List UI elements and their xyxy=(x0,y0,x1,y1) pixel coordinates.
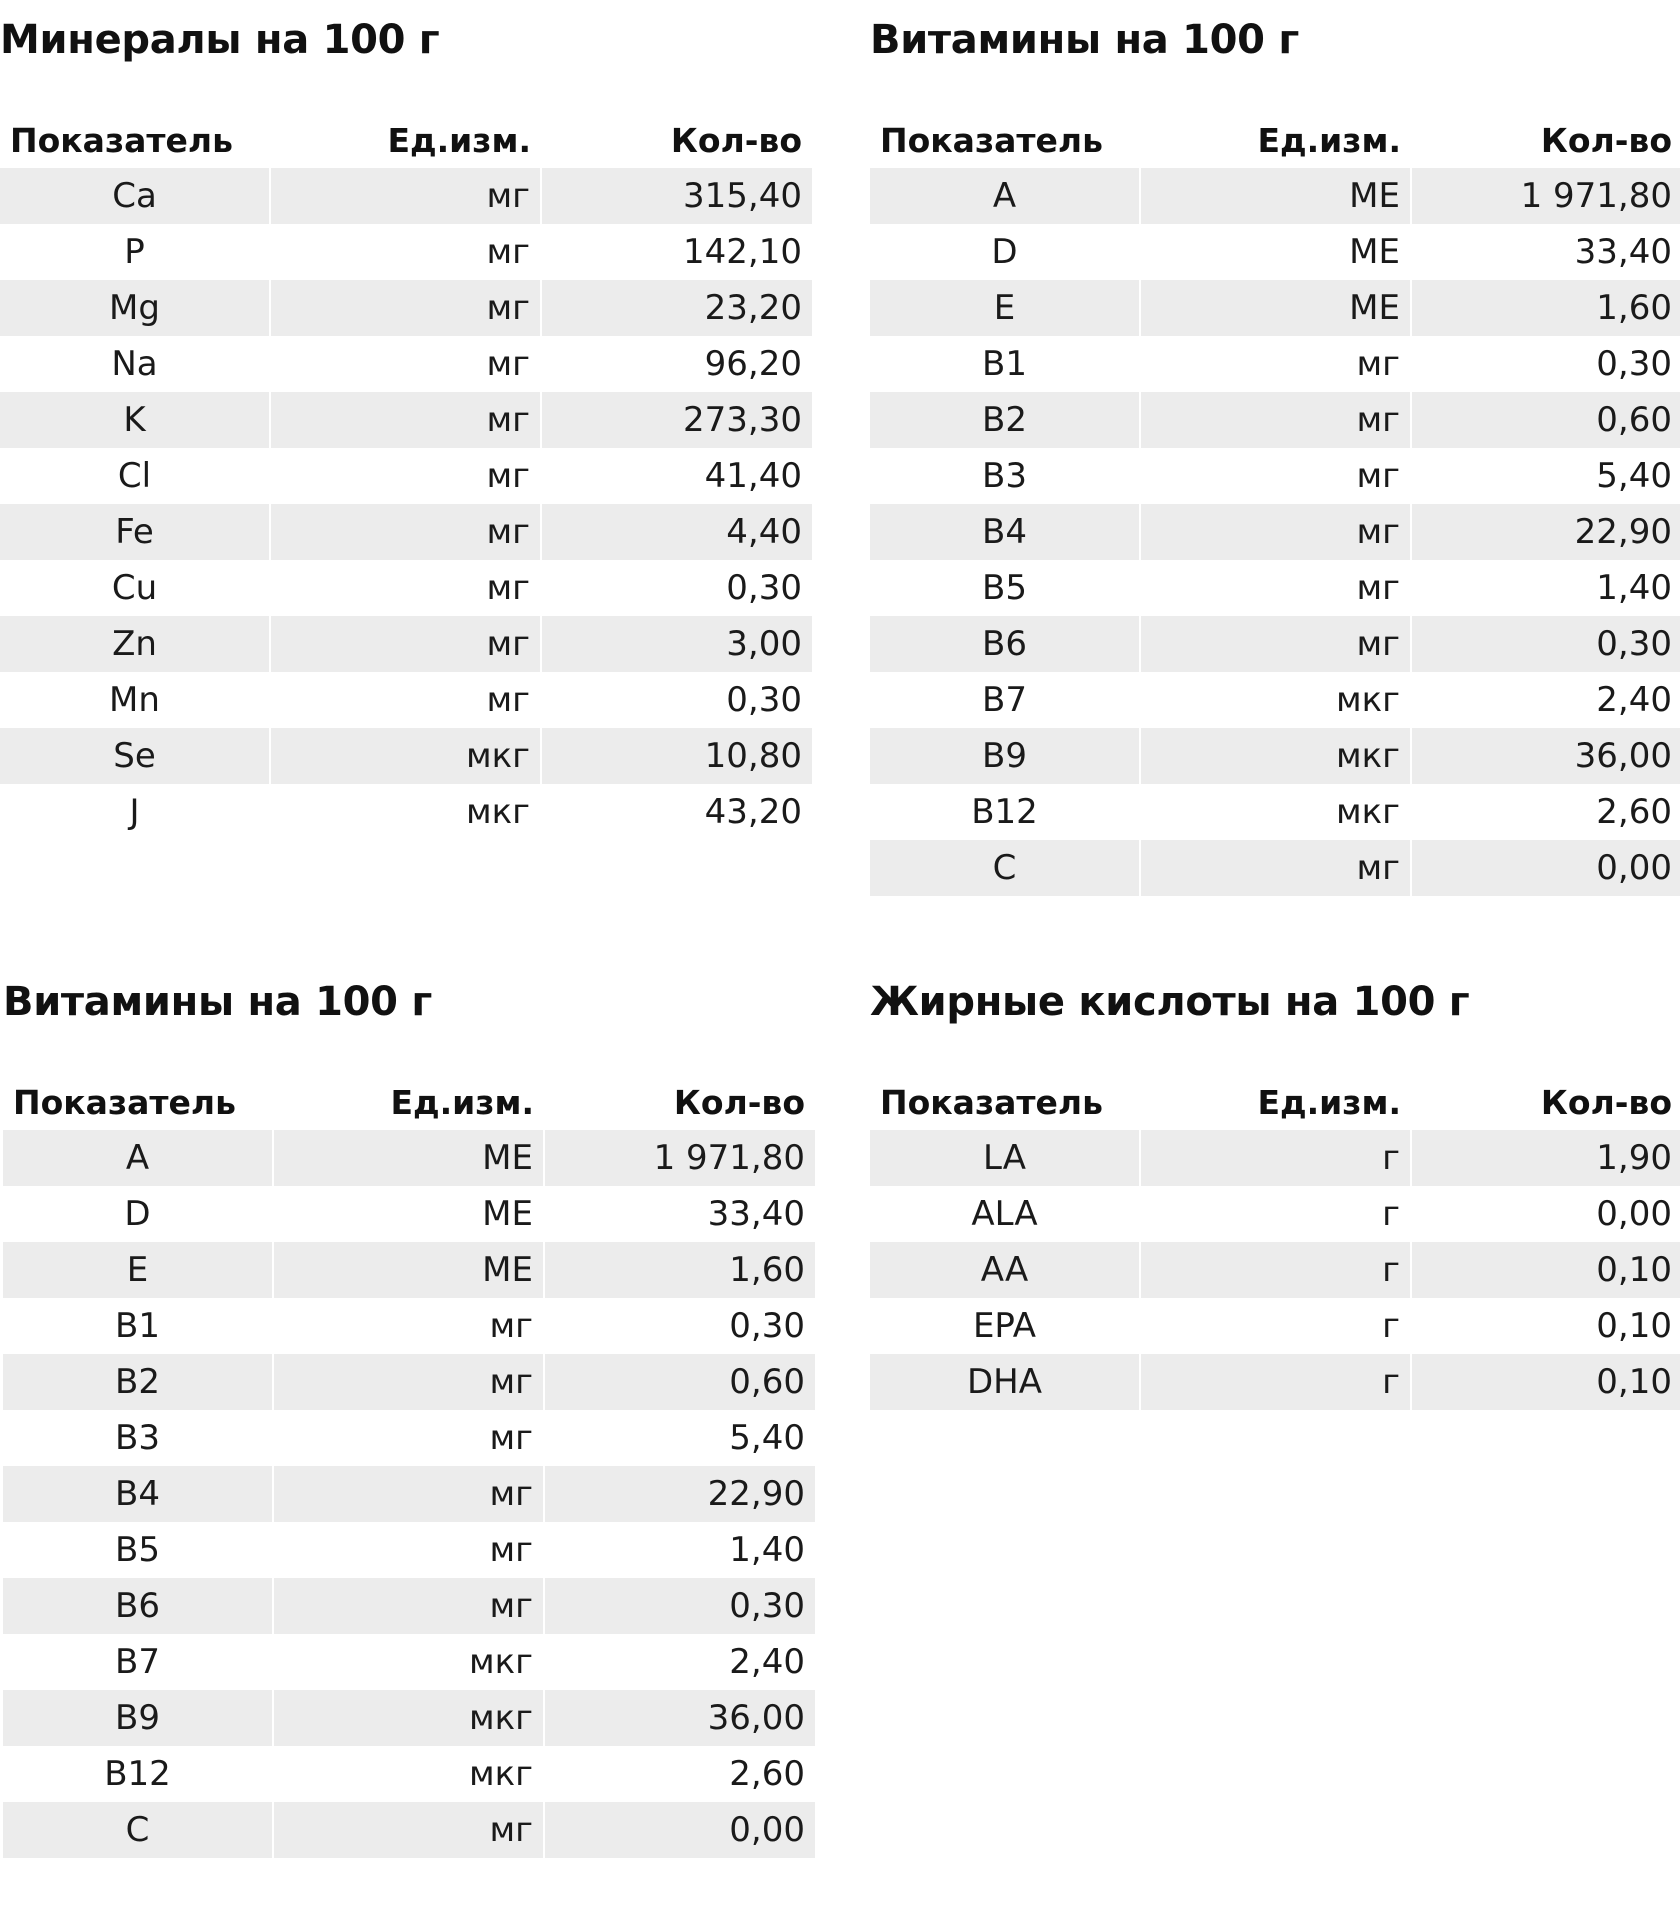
cell-name: B9 xyxy=(3,1690,273,1746)
cell-name: B1 xyxy=(3,1298,273,1354)
column-header-qty: Кол-во xyxy=(1540,120,1672,160)
cell-unit: мкг xyxy=(1140,784,1411,840)
cell-unit: г xyxy=(1140,1298,1411,1354)
cell-unit: МЕ xyxy=(273,1186,544,1242)
column-header-unit: Ед.изм. xyxy=(390,1082,534,1122)
table-header-row xyxy=(870,112,1680,168)
table-row xyxy=(870,504,1680,560)
vitamins-section-right xyxy=(870,0,1680,896)
cell-qty: 5,40 xyxy=(1411,448,1680,504)
cell-name: EPA xyxy=(870,1298,1140,1354)
section-title: Витамины на 100 г xyxy=(870,17,1299,63)
cell-qty: 0,30 xyxy=(544,1298,815,1354)
cell-unit: МЕ xyxy=(1140,168,1411,224)
cell-unit: мг xyxy=(270,392,541,448)
cell-qty: 1,60 xyxy=(544,1242,815,1298)
table-row xyxy=(0,336,812,392)
cell-name: B6 xyxy=(3,1578,273,1634)
table-row xyxy=(870,1354,1680,1410)
table-row xyxy=(0,168,812,224)
cell-unit: г xyxy=(1140,1242,1411,1298)
cell-qty: 0,10 xyxy=(1411,1242,1680,1298)
table-row xyxy=(3,1186,815,1242)
cell-unit: г xyxy=(1140,1354,1411,1410)
cell-unit: мг xyxy=(1140,392,1411,448)
cell-name: B3 xyxy=(3,1410,273,1466)
cell-qty: 142,10 xyxy=(541,224,812,280)
cell-name: B2 xyxy=(870,392,1140,448)
table-row xyxy=(870,168,1680,224)
cell-qty: 0,00 xyxy=(1411,1186,1680,1242)
cell-name: A xyxy=(3,1130,273,1186)
cell-unit: мг xyxy=(1140,336,1411,392)
table-row xyxy=(3,1130,815,1186)
cell-qty: 43,20 xyxy=(541,784,812,840)
cell-unit: мг xyxy=(270,224,541,280)
cell-name: B4 xyxy=(870,504,1140,560)
cell-qty: 0,30 xyxy=(1411,616,1680,672)
cell-name: C xyxy=(870,840,1140,896)
cell-unit: мг xyxy=(273,1354,544,1410)
table-row xyxy=(3,1802,815,1858)
table-row xyxy=(870,448,1680,504)
cell-qty: 0,10 xyxy=(1411,1354,1680,1410)
cell-qty: 22,90 xyxy=(544,1466,815,1522)
table-row xyxy=(870,728,1680,784)
cell-qty: 4,40 xyxy=(541,504,812,560)
cell-qty: 0,60 xyxy=(544,1354,815,1410)
cell-qty: 96,20 xyxy=(541,336,812,392)
cell-qty: 41,40 xyxy=(541,448,812,504)
cell-qty: 1,90 xyxy=(1411,1130,1680,1186)
table-row xyxy=(3,1466,815,1522)
cell-unit: мг xyxy=(270,336,541,392)
table-row xyxy=(870,560,1680,616)
cell-unit: МЕ xyxy=(1140,224,1411,280)
table-row xyxy=(0,616,812,672)
cell-name: Fe xyxy=(0,504,270,560)
cell-name: AA xyxy=(870,1242,1140,1298)
cell-qty: 0,60 xyxy=(1411,392,1680,448)
cell-unit: мкг xyxy=(1140,672,1411,728)
table-row xyxy=(3,1354,815,1410)
cell-unit: мг xyxy=(270,616,541,672)
cell-unit: мкг xyxy=(273,1634,544,1690)
column-header-unit: Ед.изм. xyxy=(387,120,531,160)
vitamins-section-left xyxy=(3,962,815,1858)
cell-qty: 0,30 xyxy=(1411,336,1680,392)
table-row xyxy=(870,672,1680,728)
table-row xyxy=(870,280,1680,336)
cell-name: C xyxy=(3,1802,273,1858)
section-title: Минералы на 100 г xyxy=(0,17,440,63)
cell-name: Mg xyxy=(0,280,270,336)
cell-unit: мкг xyxy=(270,784,541,840)
table-row xyxy=(870,392,1680,448)
cell-name: LA xyxy=(870,1130,1140,1186)
cell-unit: мг xyxy=(273,1410,544,1466)
cell-unit: МЕ xyxy=(273,1130,544,1186)
cell-name: B1 xyxy=(870,336,1140,392)
cell-name: A xyxy=(870,168,1140,224)
cell-qty: 0,30 xyxy=(544,1578,815,1634)
cell-qty: 2,40 xyxy=(1411,672,1680,728)
cell-name: D xyxy=(870,224,1140,280)
cell-name: Cl xyxy=(0,448,270,504)
cell-unit: мкг xyxy=(270,728,541,784)
table-row xyxy=(870,1186,1680,1242)
cell-name: B12 xyxy=(3,1746,273,1802)
cell-name: B12 xyxy=(870,784,1140,840)
cell-qty: 0,30 xyxy=(541,672,812,728)
table-row xyxy=(3,1522,815,1578)
cell-qty: 1,40 xyxy=(544,1522,815,1578)
cell-unit: мкг xyxy=(1140,728,1411,784)
cell-qty: 3,00 xyxy=(541,616,812,672)
column-header-name: Показатель xyxy=(13,1082,236,1122)
table-row xyxy=(0,672,812,728)
table-row xyxy=(870,224,1680,280)
table-row xyxy=(0,392,812,448)
cell-name: ALA xyxy=(870,1186,1140,1242)
section-title: Витамины на 100 г xyxy=(3,979,432,1025)
table-row xyxy=(0,280,812,336)
cell-unit: мг xyxy=(1140,504,1411,560)
cell-qty: 0,00 xyxy=(544,1802,815,1858)
column-header-unit: Ед.изм. xyxy=(1257,120,1401,160)
cell-unit: МЕ xyxy=(273,1242,544,1298)
cell-unit: мг xyxy=(270,168,541,224)
cell-unit: г xyxy=(1140,1186,1411,1242)
fatty-acids-table xyxy=(870,1074,1680,1410)
section-title: Жирные кислоты на 100 г xyxy=(870,979,1470,1025)
cell-qty: 33,40 xyxy=(544,1186,815,1242)
table-row xyxy=(0,224,812,280)
cell-name: E xyxy=(3,1242,273,1298)
cell-unit: мг xyxy=(1140,616,1411,672)
table-header-row xyxy=(870,1074,1680,1130)
cell-name: B5 xyxy=(870,560,1140,616)
cell-unit: мг xyxy=(273,1298,544,1354)
cell-unit: г xyxy=(1140,1130,1411,1186)
cell-name: Se xyxy=(0,728,270,784)
table-header-row xyxy=(0,112,812,168)
cell-qty: 2,40 xyxy=(544,1634,815,1690)
cell-unit: мг xyxy=(1140,448,1411,504)
cell-name: B7 xyxy=(870,672,1140,728)
table-row xyxy=(0,560,812,616)
cell-unit: мг xyxy=(270,280,541,336)
cell-unit: мг xyxy=(270,560,541,616)
cell-name: Mn xyxy=(0,672,270,728)
cell-qty: 273,30 xyxy=(541,392,812,448)
cell-unit: мг xyxy=(270,448,541,504)
minerals-table xyxy=(0,112,812,840)
cell-qty: 23,20 xyxy=(541,280,812,336)
cell-qty: 2,60 xyxy=(1411,784,1680,840)
cell-name: J xyxy=(0,784,270,840)
cell-unit: МЕ xyxy=(1140,280,1411,336)
cell-name: B3 xyxy=(870,448,1140,504)
cell-unit: мг xyxy=(273,1522,544,1578)
cell-qty: 36,00 xyxy=(544,1690,815,1746)
cell-unit: мг xyxy=(1140,840,1411,896)
column-header-qty: Кол-во xyxy=(1540,1082,1672,1122)
cell-name: K xyxy=(0,392,270,448)
table-row xyxy=(870,616,1680,672)
column-header-name: Показатель xyxy=(880,120,1103,160)
cell-qty: 10,80 xyxy=(541,728,812,784)
cell-unit: мг xyxy=(273,1578,544,1634)
cell-name: Ca xyxy=(0,168,270,224)
cell-qty: 0,10 xyxy=(1411,1298,1680,1354)
cell-qty: 36,00 xyxy=(1411,728,1680,784)
column-header-name: Показатель xyxy=(10,120,233,160)
vitamins-table-left xyxy=(3,1074,815,1858)
cell-qty: 33,40 xyxy=(1411,224,1680,280)
table-row xyxy=(0,448,812,504)
table-row xyxy=(870,840,1680,896)
table-row xyxy=(3,1578,815,1634)
cell-qty: 2,60 xyxy=(544,1746,815,1802)
column-header-qty: Кол-во xyxy=(670,120,802,160)
minerals-section xyxy=(0,0,812,840)
cell-name: Na xyxy=(0,336,270,392)
cell-name: Cu xyxy=(0,560,270,616)
table-row xyxy=(0,504,812,560)
cell-name: B9 xyxy=(870,728,1140,784)
table-row xyxy=(3,1634,815,1690)
cell-unit: мг xyxy=(270,672,541,728)
table-row xyxy=(0,784,812,840)
cell-unit: мг xyxy=(1140,560,1411,616)
table-row xyxy=(0,728,812,784)
cell-qty: 315,40 xyxy=(541,168,812,224)
cell-unit: мг xyxy=(270,504,541,560)
cell-name: B4 xyxy=(3,1466,273,1522)
vitamins-table-right xyxy=(870,112,1680,896)
table-row xyxy=(3,1690,815,1746)
column-header-qty: Кол-во xyxy=(673,1082,805,1122)
cell-qty: 0,00 xyxy=(1411,840,1680,896)
table-row xyxy=(870,784,1680,840)
table-row xyxy=(3,1746,815,1802)
cell-qty: 22,90 xyxy=(1411,504,1680,560)
cell-unit: мкг xyxy=(273,1746,544,1802)
cell-qty: 0,30 xyxy=(541,560,812,616)
cell-unit: мкг xyxy=(273,1690,544,1746)
cell-name: DHA xyxy=(870,1354,1140,1410)
column-header-unit: Ед.изм. xyxy=(1257,1082,1401,1122)
table-row xyxy=(3,1298,815,1354)
table-row xyxy=(870,1298,1680,1354)
cell-name: E xyxy=(870,280,1140,336)
cell-qty: 1,60 xyxy=(1411,280,1680,336)
cell-qty: 1 971,80 xyxy=(544,1130,815,1186)
fatty-acids-section xyxy=(870,962,1680,1410)
cell-name: P xyxy=(0,224,270,280)
cell-unit: мг xyxy=(273,1466,544,1522)
table-row xyxy=(870,336,1680,392)
cell-name: B5 xyxy=(3,1522,273,1578)
column-header-name: Показатель xyxy=(880,1082,1103,1122)
cell-unit: мг xyxy=(273,1802,544,1858)
cell-name: B2 xyxy=(3,1354,273,1410)
cell-qty: 1,40 xyxy=(1411,560,1680,616)
table-row xyxy=(3,1410,815,1466)
cell-qty: 1 971,80 xyxy=(1411,168,1680,224)
cell-name: B6 xyxy=(870,616,1140,672)
table-row xyxy=(870,1130,1680,1186)
cell-name: Zn xyxy=(0,616,270,672)
cell-name: B7 xyxy=(3,1634,273,1690)
cell-name: D xyxy=(3,1186,273,1242)
cell-qty: 5,40 xyxy=(544,1410,815,1466)
table-row xyxy=(870,1242,1680,1298)
table-header-row xyxy=(3,1074,815,1130)
table-row xyxy=(3,1242,815,1298)
